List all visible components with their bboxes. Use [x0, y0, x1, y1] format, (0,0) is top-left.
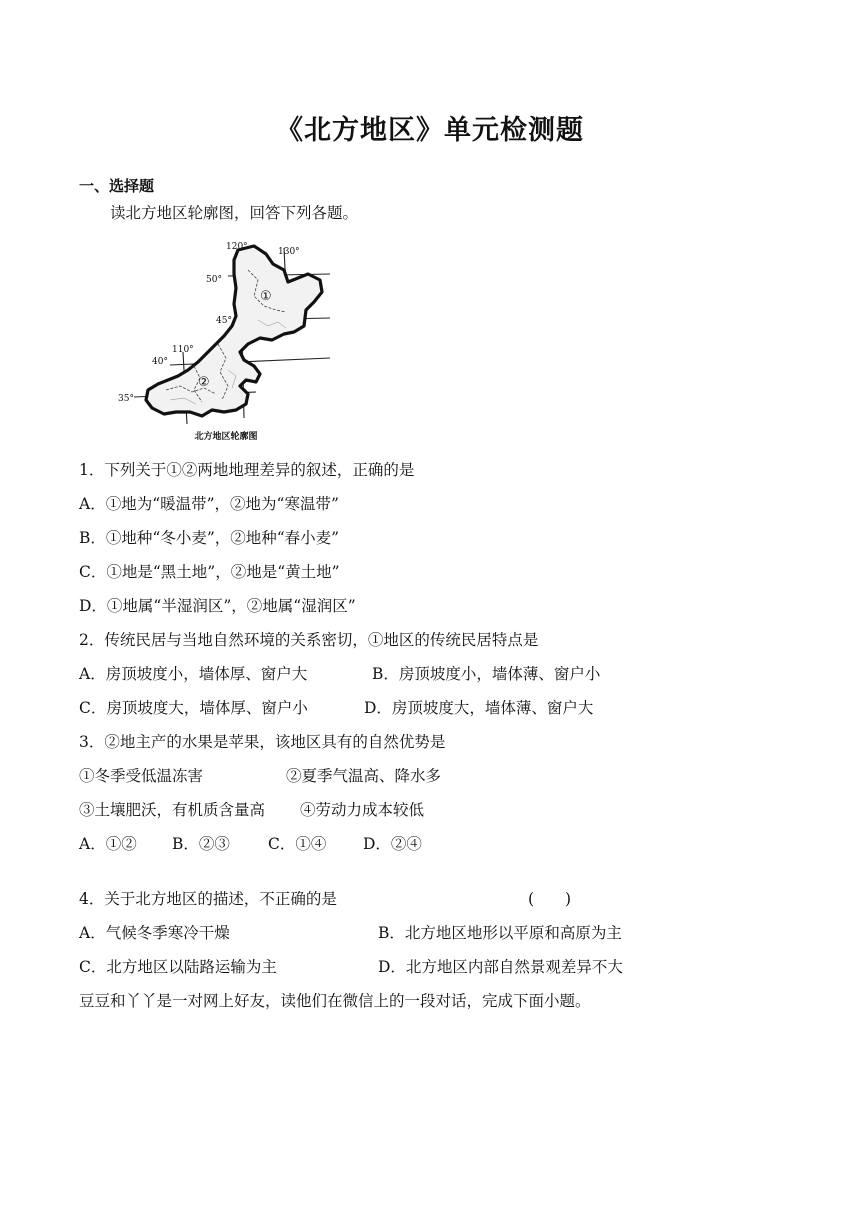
q2-stem: 2．传统民居与当地自然环境的关系密切，①地区的传统民居特点是	[79, 631, 539, 649]
q3-option-c: C．①④	[268, 835, 327, 853]
q3-statement-4: ④劳动力成本较低	[300, 801, 425, 819]
q1-stem: 1．下列关于①②两地地理差异的叙述，正确的是	[79, 461, 415, 479]
q4-option-b: B．北方地区地形以平原和高原为主	[378, 924, 622, 942]
lon-label: 120°	[226, 242, 248, 252]
region-marker-1: ①	[260, 289, 272, 304]
q4-option-c: C．北方地区以陆路运输为主	[79, 958, 277, 976]
lat-label: 35°	[118, 394, 134, 404]
lon-label: 110°	[172, 345, 194, 355]
q3-option-b: B．②③	[172, 835, 230, 853]
q4-option-d: D．北方地区内部自然景观差异不大	[378, 958, 623, 976]
q3-option-d: D．②④	[363, 835, 422, 853]
q1-option-a: A．①地为“暖温带”，②地为“寒温带”	[79, 495, 339, 513]
q2-option-b: B．房顶坡度小，墙体薄、窗户小	[372, 665, 601, 683]
closing-text: 豆豆和丫丫是一对网上好友，读他们在微信上的一段对话，完成下面小题。	[79, 992, 591, 1010]
q3-statement-2: ②夏季气温高、降水多	[286, 767, 442, 785]
q3-statement-3: ③土壤肥沃，有机质含量高	[79, 801, 266, 819]
q1-option-b: B．①地种“冬小麦”，②地种“春小麦”	[79, 529, 340, 547]
q3-statement-1: ①冬季受低温冻害	[79, 767, 204, 785]
q4-option-a: A．气候冬季寒冷干燥	[79, 924, 230, 942]
q2-option-a: A．房顶坡度小，墙体厚、窗户大	[79, 665, 308, 683]
q2-option-d: D．房顶坡度大，墙体薄、窗户大	[364, 699, 594, 717]
lat-label: 50°	[206, 275, 222, 285]
map-caption: 北方地区轮廓图	[194, 432, 258, 442]
region-marker-2: ②	[198, 375, 210, 390]
intro-text: 读北方地区轮廓图，回答下列各题。	[110, 204, 359, 222]
region-outline	[146, 246, 322, 416]
q3-stem: 3．②地主产的水果是苹果，该地区具有的自然优势是	[79, 733, 446, 751]
q4-stem: 4．关于北方地区的描述，不正确的是	[79, 890, 337, 908]
lat-label: 40°	[152, 357, 168, 367]
lon-label: 130°	[278, 247, 300, 257]
q1-option-c: C．①地是“黑土地”，②地是“黄土地”	[79, 563, 340, 581]
q3-option-a: A．①②	[79, 835, 137, 853]
q4-answer-bracket: ( )	[528, 890, 572, 908]
q1-option-d: D．①地属“半湿润区”，②地属“湿润区”	[79, 597, 356, 615]
page-title: 《北方地区》单元检测题	[276, 115, 584, 146]
q2-option-c: C．房顶坡度大，墙体厚、窗户小	[79, 699, 308, 717]
north-region-map	[108, 240, 340, 446]
map-figure	[108, 240, 340, 446]
section-heading: 一、选择题	[79, 177, 155, 195]
lat-label: 45°	[216, 316, 232, 326]
